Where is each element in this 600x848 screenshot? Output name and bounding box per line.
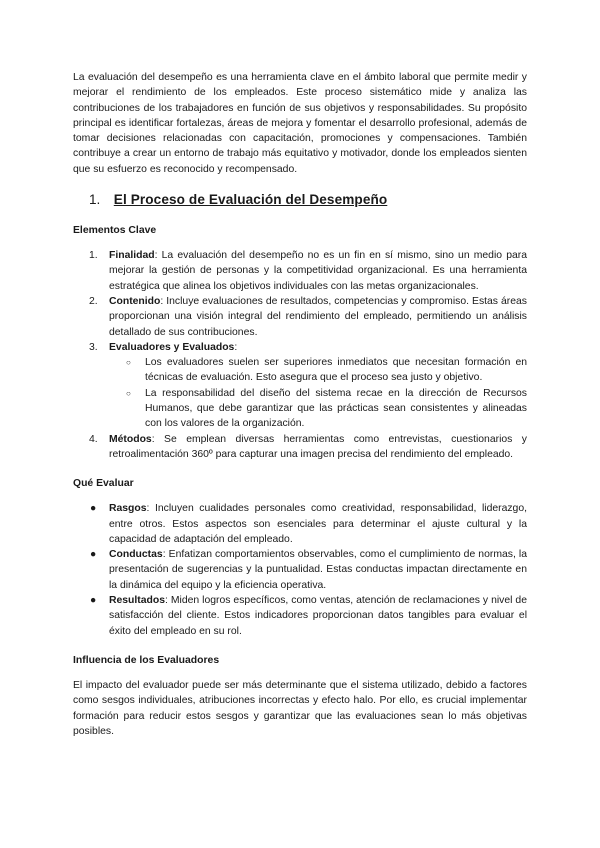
circle-bullet-icon: ○ [126, 388, 131, 398]
influencia-paragraph: El impacto del evaluador puede ser más determinante que el sistema utilizado, debido a factores como sesgos individuales, atribuciones incorrectas y efecto halo. Por ello, es crucial implementar formación para reducir estos sesgos y garantizar que las evaluaciones sean lo más objetivas posibles. [73, 679, 527, 737]
item-keyword: Métodos [109, 433, 152, 445]
bullet-dot-icon: ● [90, 503, 97, 515]
bullet-dot-icon: ● [90, 549, 97, 561]
item-number: 4. [89, 433, 98, 445]
item-text: : [234, 341, 238, 353]
list-item [73, 340, 527, 355]
item-keyword: Evaluadores y Evaluados [109, 341, 235, 353]
item-keyword: Rasgos [109, 503, 147, 515]
que-evaluar-heading: Qué Evaluar [73, 478, 134, 490]
item-text: : Incluye evaluaciones de resultados, competencias y compromiso. Estas áreas proporcionan una visión integral del rendimiento del empleado, permitiendo un análisis detallado de sus contribuciones. [109, 295, 527, 338]
elementos-list [73, 248, 527, 355]
item-number: 2. [89, 295, 98, 307]
item-keyword: Finalidad [109, 250, 155, 262]
item-text: : Se emplean diversas herramientas como entrevistas, cuestionarios y retroalimentación 360º para capturar una imagen precisa del rendimiento del empleado. [109, 433, 527, 460]
item-number: 1. [89, 250, 98, 262]
section-heading [73, 191, 527, 209]
elementos-heading: Elementos Clave [73, 225, 157, 237]
intro-paragraph: La evaluación del desempeño es una herramienta clave en el ámbito laboral que permite medir y mejorar el rendimiento de los empleados. Este proceso sistemático mide y analiza las contribuciones de los trabajadores en función de sus objetivos y responsabilidades. Su propósito principal es identificar fortalezas, áreas de mejora y fomentar el desarrollo profesional, además de tomar decisiones relacionadas con capacitación, promociones y compensaciones. También contribuye a crear un entorno de trabajo más equitativo y motivador, donde los empleados sienten que su esfuerzo es reconocido y recompensado. [73, 72, 527, 175]
item-keyword: Conductas [109, 549, 163, 561]
bullet-item [73, 593, 527, 639]
item-text: : La evaluación del desempeño no es un fin en sí mismo, sino un medio para mejorar la gestión de personas y la competitividad organizacional. Es una herramienta estratégica que alinea los objetivos individuales con las metas organizacionales. [109, 250, 527, 292]
item-text: : Incluyen cualidades personales como creatividad, responsabilidad, liderazgo, entre otros. Estos aspectos son esenciales para determinar el ajuste cultural y la capacidad de adaptación del empleado. [109, 503, 527, 545]
list-item [73, 432, 527, 463]
que-evaluar-list [73, 501, 527, 639]
item-number: 3. [89, 341, 98, 353]
item-keyword: Resultados [109, 595, 166, 607]
evaluadores-sublist [73, 355, 527, 431]
list-item [73, 294, 527, 340]
sub-list-item [109, 386, 527, 432]
document-page [73, 70, 527, 739]
item-text: : Miden logros específicos, como ventas, atención de reclamaciones y nivel de satisfacción del cliente. Estos indicadores proporcionan datos tangibles para evaluar el éxito del empleado en su rol. [109, 595, 527, 637]
influencia-heading: Influencia de los Evaluadores [73, 654, 220, 666]
circle-bullet-icon: ○ [126, 358, 131, 368]
bullet-item [73, 501, 527, 547]
sub-list-item [109, 355, 527, 386]
sub-item-text: La responsabilidad del diseño del sistema recae en la dirección de Recursos Humanos, que debe garantizar que las prácticas sean consistentes y alineadas con los valores de la organización. [145, 387, 527, 430]
section-number: 1. [89, 192, 101, 208]
item-text: : Enfatizan comportamientos observables, como el cumplimiento de normas, la presentación de sugerencias y la puntualidad. Estas conductas impactan directamente en la dinámica del equipo y la eficiencia operativa. [109, 549, 527, 591]
section-title: El Proceso de Evaluación del Desempeño [113, 192, 388, 208]
bullet-item [73, 547, 527, 593]
bullet-dot-icon: ● [90, 595, 97, 607]
elementos-list-cont [73, 432, 527, 463]
sub-item-text: Los evaluadores suelen ser superiores inmediatos que necesitan formación en técnicas de evaluación. Esto asegura que el proceso sea justo y objetivo. [145, 357, 527, 384]
item-keyword: Contenido [109, 295, 161, 307]
list-item [73, 248, 527, 294]
